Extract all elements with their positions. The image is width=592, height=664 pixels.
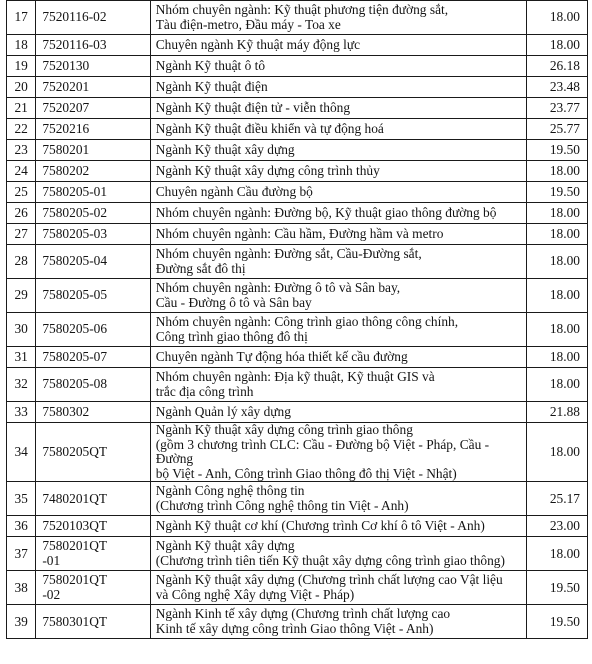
table-row (7, 402, 588, 423)
table-row (7, 245, 588, 279)
major-name-line: Cầu - Đường ô tô và Sân bay (155, 295, 312, 310)
table-row (7, 203, 588, 224)
row-number-cell: 28 (7, 245, 36, 279)
row-number-cell: 21 (7, 98, 36, 119)
cutoff-score-cell: 23.48 (527, 77, 588, 98)
table-row (7, 224, 588, 245)
major-name-line: Chuyên ngành Tự động hóa thiết kế cầu đường (155, 349, 408, 364)
major-code-cell: 7580201 (36, 140, 150, 161)
table-row (7, 279, 588, 313)
major-name-line: Ngành Kỹ thuật điện (155, 79, 268, 94)
cutoff-score-cell: 18.00 (527, 224, 588, 245)
row-number-cell: 20 (7, 77, 36, 98)
major-code-cell: 7580205QT (36, 423, 150, 482)
major-name-line: Nhóm chuyên ngành: Công trình giao thông công chính, (155, 314, 459, 329)
major-name-cell (150, 402, 527, 423)
row-number-cell: 34 (7, 423, 36, 482)
table-row (7, 56, 588, 77)
major-name-cell (150, 423, 527, 482)
major-name-line: Nhóm chuyên ngành: Địa kỹ thuật, Kỹ thuật GIS và (155, 369, 435, 384)
row-number-cell: 39 (7, 605, 36, 639)
table-row (7, 516, 588, 537)
major-name-line: Nhóm chuyên ngành: Kỹ thuật phương tiện đường sắt, (155, 2, 449, 17)
cutoff-score-cell: 18.00 (527, 203, 588, 224)
major-code-cell: 7580205-05 (36, 279, 150, 313)
major-name-line: Đường sắt đô thị (155, 261, 246, 276)
major-name-cell (150, 77, 527, 98)
major-name-line: Tàu điện-metro, Đầu máy - Toa xe (155, 17, 341, 32)
major-code-cell: 7520116-02 (36, 1, 150, 35)
table-row (7, 182, 588, 203)
major-name-cell (150, 537, 527, 571)
row-number-cell: 38 (7, 571, 36, 605)
row-number-cell: 35 (7, 482, 36, 516)
major-name-cell (150, 140, 527, 161)
major-code-cell: 7580205-06 (36, 313, 150, 347)
major-name-cell (150, 182, 527, 203)
major-name-line: Kinh tế xây dựng công trình Giao thông Việt - Anh) (155, 621, 434, 636)
row-number-cell: 32 (7, 368, 36, 402)
cutoff-score-cell: 18.00 (527, 35, 588, 56)
major-name-line: Ngành Công nghệ thông tin (155, 484, 305, 499)
major-code-cell: 7520201 (36, 77, 150, 98)
major-code-line: -01 (42, 552, 61, 568)
major-code-cell: 7580202 (36, 161, 150, 182)
major-name-line: Ngành Kỹ thuật xây dựng (155, 142, 295, 157)
table-row (7, 571, 588, 605)
row-number-cell: 33 (7, 402, 36, 423)
major-code-cell: 7580205-08 (36, 368, 150, 402)
major-code-cell (36, 571, 150, 605)
row-number-cell: 19 (7, 56, 36, 77)
cutoff-score-cell: 18.00 (527, 537, 588, 571)
major-code-cell: 7520130 (36, 56, 150, 77)
major-name-line: Ngành Kỹ thuật ô tô (155, 58, 266, 73)
row-number-cell: 30 (7, 313, 36, 347)
cutoff-score-cell: 21.88 (527, 402, 588, 423)
major-code-cell: 7580205-04 (36, 245, 150, 279)
cutoff-score-cell: 18.00 (527, 347, 588, 368)
major-name-line: Ngành Kỹ thuật cơ khí (Chương trình Cơ khí ô tô Việt - Anh) (155, 519, 485, 534)
cutoff-score-cell: 18.00 (527, 368, 588, 402)
major-name-line: Công trình giao thông đô thị (155, 329, 308, 344)
table-row (7, 347, 588, 368)
major-name-line: Chuyên ngành Kỹ thuật máy động lực (155, 37, 361, 52)
table-row (7, 140, 588, 161)
major-code-cell: 7520116-03 (36, 35, 150, 56)
major-code-cell: 7480201QT (36, 482, 150, 516)
major-name-cell (150, 56, 527, 77)
major-name-line: Ngành Kỹ thuật xây dựng công trình thủy (155, 163, 380, 178)
row-number-cell: 36 (7, 516, 36, 537)
major-name-cell (150, 224, 527, 245)
major-code-line: 7580201QT (42, 538, 108, 554)
row-number-cell: 37 (7, 537, 36, 571)
table-row (7, 313, 588, 347)
row-number-cell: 31 (7, 347, 36, 368)
major-name-line: Ngành Quản lý xây dựng (155, 404, 291, 419)
row-number-cell: 24 (7, 161, 36, 182)
major-name-line: Ngành Kỹ thuật xây dựng (Chương trình chất lượng cao Vật liệu (155, 573, 503, 588)
table-row (7, 119, 588, 140)
table-row (7, 605, 588, 639)
major-name-cell (150, 571, 527, 605)
major-name-line: Nhóm chuyên ngành: Cầu hầm, Đường hầm và metro (155, 226, 444, 241)
cutoff-score-cell: 25.77 (527, 119, 588, 140)
major-name-cell (150, 347, 527, 368)
table-row (7, 537, 588, 571)
row-number-cell: 23 (7, 140, 36, 161)
major-name-line: (gồm 3 chương trình CLC: Cầu - Đường bộ Việt - Pháp, Cầu - Đường (155, 437, 490, 467)
major-code-cell: 7580302 (36, 402, 150, 423)
cutoff-score-cell: 18.00 (527, 161, 588, 182)
major-code-cell: 7520103QT (36, 516, 150, 537)
cutoff-score-cell: 23.77 (527, 98, 588, 119)
row-number-cell: 25 (7, 182, 36, 203)
major-name-cell (150, 203, 527, 224)
major-name-cell (150, 482, 527, 516)
major-name-line: Nhóm chuyên ngành: Đường sắt, Cầu-Đường sắt, (155, 246, 422, 261)
major-code-cell: 7580301QT (36, 605, 150, 639)
major-name-line: Nhóm chuyên ngành: Đường bộ, Kỹ thuật giao thông đường bộ (155, 205, 497, 220)
major-name-cell (150, 119, 527, 140)
major-name-line: Ngành Kỹ thuật điện tử - viễn thông (155, 100, 351, 115)
row-number-cell: 22 (7, 119, 36, 140)
major-name-line: Nhóm chuyên ngành: Đường ô tô và Sân bay, (155, 280, 401, 295)
major-code-line: 7580201QT (42, 572, 108, 588)
admission-scores-table-page (6, 0, 588, 664)
major-name-line: Ngành Kỹ thuật xây dựng (155, 539, 295, 554)
major-name-line: Chuyên ngành Cầu đường bộ (155, 184, 313, 199)
major-name-line: Ngành Kinh tế xây dựng (Chương trình chất lượng cao (155, 607, 451, 622)
major-code-cell: 7580205-02 (36, 203, 150, 224)
major-code-cell: 7580205-07 (36, 347, 150, 368)
major-name-line: (Chương trình tiên tiến Kỹ thuật xây dựng công trình giao thông) (155, 553, 505, 568)
major-name-cell (150, 161, 527, 182)
table-body (7, 1, 588, 639)
row-number-cell: 18 (7, 35, 36, 56)
major-name-line: (Chương trình Công nghệ thông tin Việt - Anh) (155, 498, 409, 513)
major-name-cell (150, 313, 527, 347)
cutoff-score-cell: 19.50 (527, 140, 588, 161)
cutoff-score-cell: 18.00 (527, 245, 588, 279)
table-row (7, 423, 588, 482)
major-code-line: -02 (42, 586, 61, 602)
table-row (7, 77, 588, 98)
major-code-cell: 7580205-01 (36, 182, 150, 203)
major-name-cell (150, 1, 527, 35)
cutoff-score-cell: 23.00 (527, 516, 588, 537)
major-name-cell (150, 516, 527, 537)
major-name-cell (150, 368, 527, 402)
major-code-cell (36, 537, 150, 571)
major-code-cell: 7520207 (36, 98, 150, 119)
cutoff-score-cell: 26.18 (527, 56, 588, 77)
major-name-cell (150, 279, 527, 313)
cutoff-score-cell: 19.50 (527, 182, 588, 203)
major-code-cell: 7520216 (36, 119, 150, 140)
major-name-line: bộ Việt - Anh, Công trình Giao thông đô thị Việt - Nhật) (155, 466, 457, 481)
major-code-cell: 7580205-03 (36, 224, 150, 245)
cutoff-score-cell: 25.17 (527, 482, 588, 516)
major-name-line: và Công nghệ Xây dựng Việt - Pháp) (155, 587, 355, 602)
cutoff-score-cell: 19.50 (527, 571, 588, 605)
major-name-line: Ngành Kỹ thuật điều khiển và tự động hoá (155, 121, 384, 136)
row-number-cell: 26 (7, 203, 36, 224)
row-number-cell: 29 (7, 279, 36, 313)
cutoff-score-cell: 18.00 (527, 279, 588, 313)
major-name-cell (150, 98, 527, 119)
admission-scores-table (6, 0, 588, 639)
table-row (7, 482, 588, 516)
major-name-cell (150, 605, 527, 639)
table-row (7, 98, 588, 119)
cutoff-score-cell: 18.00 (527, 1, 588, 35)
major-name-line: trắc địa công trình (155, 384, 254, 399)
table-row (7, 368, 588, 402)
major-name-line: Ngành Kỹ thuật xây dựng công trình giao thông (155, 423, 413, 437)
cutoff-score-cell: 19.50 (527, 605, 588, 639)
table-row (7, 35, 588, 56)
row-number-cell: 17 (7, 1, 36, 35)
cutoff-score-cell: 18.00 (527, 423, 588, 482)
table-row (7, 161, 588, 182)
table-row (7, 1, 588, 35)
major-name-cell (150, 245, 527, 279)
row-number-cell: 27 (7, 224, 36, 245)
major-name-cell (150, 35, 527, 56)
cutoff-score-cell: 18.00 (527, 313, 588, 347)
